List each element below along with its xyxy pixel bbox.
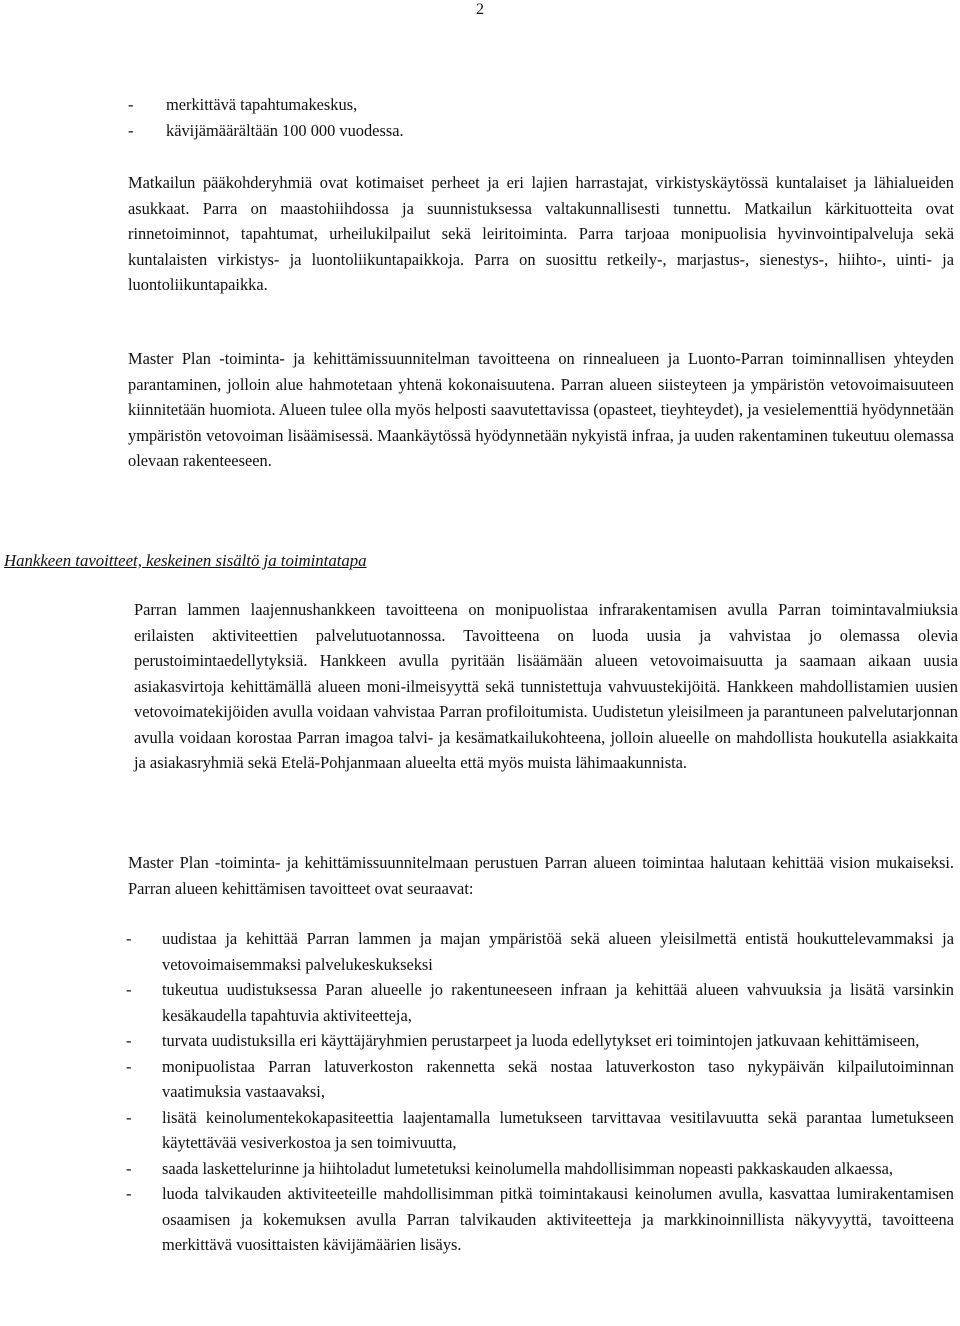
paragraph-project-goal: Parran lammen laajennushankkeen tavoitteena on monipuolistaa infrarakentamisen avulla Parran toimintavalmiuksia erilaisten aktiviteettien palvelutuotannossa. Tavoitteena on luoda uusia ja vahvistaa jo olemassa olevia perustoimintaedellytyksiä. Hankkeen avulla pyritään lisäämään alueen vetovoimaisuutta ja saamaan aikaan uusia asiakasvirtoja kehittämällä alueen moni-ilmeisyyttä sekä tunnistettuja vahvuustekijöitä. Hankkeen mahdollistamien uusien vetovoimatekijöiden avulla voidaan vahvistaa Parran profiloitumista. Uudistetun yleisilmeen ja parantuneen palvelutarjonnan avulla voidaan korostaa Parran imagoa talvi- ja kesämatkailukohteena, jolloin alueelle on mahdollista houkutella asiakkaita ja asiakasryhmiä sekä Etelä-Pohjanmaan alueelta että myös muista lähimaakunnista. — [134, 600, 958, 772]
list-item: - saada laskettelurinne ja hiihtoladut lumetetuksi keinolumella mahdollisimman nopeasti pakkaskauden alkaessa, — [126, 1158, 894, 1178]
list-item: - uudistaa ja kehittää Parran lammen ja majan ympäristöä sekä alueen yleisilmettä entistä houkuttelevammaksi ja vetovoimaisemmaksi palvelukeskukseksi — [126, 929, 954, 974]
list-item: - luoda talvikauden aktiviteeteille mahdollisimman pitkä toimintakausi keinolumen avulla, kasvattaa lumirakentamisen osaamisen ja kokemuksen avulla Parran talvikauden aktiviteetteja ja markkinoinnillista näkyvyyttä, tavoitteena merkittävä vuosittaisten kävijämäärien lisäys. — [126, 1184, 954, 1254]
list-item: - merkittävä tapahtumakeskus, — [128, 95, 358, 114]
section-heading: Hankkeen tavoitteet, keskeinen sisältö ja toimintatapa — [4, 551, 367, 570]
paragraph-audience: Matkailun pääkohderyhmiä ovat kotimaiset perheet ja eri lajien harrastajat, virkistyskäytössä kuntalaiset ja lähialueiden asukkaat. Parra on maastohiihdossa ja suunnistuksessa valtakunnallisesti tunnettu. Matkailun kärkituotteita ovat rinnetoiminnot, tapahtumat, urheilukilpailut sekä leiritoiminta. Parra tarjoaa monipuolisia hyvinvointipalveluja sekä kuntalaisten virkistys- ja luontoliikuntapaikkoja. Parra on suosittu retkeily-, marjastus-, sienestys-, hiihto-, uinti- ja luontoliikuntapaikka. — [128, 173, 954, 294]
list-item: - tukeutua uudistuksessa Paran alueelle jo rakentuneeseen infraan ja kehittää alueen vahvuuksia ja lisätä varsinkin kesäkaudella tapahtuvia aktiviteetteja, — [126, 980, 954, 1025]
list-item: - monipuolistaa Parran latuverkoston rakennetta sekä nostaa latuverkoston taso nykypäivän kilpailutoiminnan vaatimuksia vastaavaksi, — [126, 1056, 954, 1101]
list-item: - turvata uudistuksilla eri käyttäjäryhmien perustarpeet ja luoda edellytykset eri toimintojen jatkuvaan kehittämiseen, — [126, 1031, 920, 1050]
paragraph-development-vision: Master Plan -toiminta- ja kehittämissuunnitelmaan perustuen Parran alueen toimintaa halutaan kehittää vision mukaiseksi. Parran alueen kehittämisen tavoitteet ovat seuraavat: — [128, 853, 954, 898]
page-number: 2 — [476, 1, 484, 18]
paragraph-master-plan-goal: Master Plan -toiminta- ja kehittämissuunnitelman tavoitteena on rinnealueen ja Luonto-Parran toiminnallisen yhteyden parantaminen, jolloin alue hahmotetaan yhtenä kokonaisuutena. Parran alueen siisteyteen ja ympäristön vetovoimaisuuteen kiinnitetään huomiota. Alueen tulee olla myös helposti saavutettavissa (opasteet, tieyhteydet), ja vesielementtiä hyödynnetään ympäristön vetovoiman lisäämisessä. Maankäytössä hyödynnetään nykyistä infraa, ja uuden rakentaminen tukeutuu olemassa olevaan rakenteeseen. — [128, 349, 954, 470]
goals-list — [126, 926, 954, 1258]
list-item: - kävijämäärältään 100 000 vuodessa. — [128, 120, 404, 140]
list-item: - lisätä keinolumentekokapasiteettia laajentamalla lumetukseen tarvittavaa vesitilavuutta sekä parantaa lumetukseen käytettävää vesiverkostoa ja sen toimivuutta, — [126, 1107, 954, 1152]
intro-list — [128, 92, 953, 143]
